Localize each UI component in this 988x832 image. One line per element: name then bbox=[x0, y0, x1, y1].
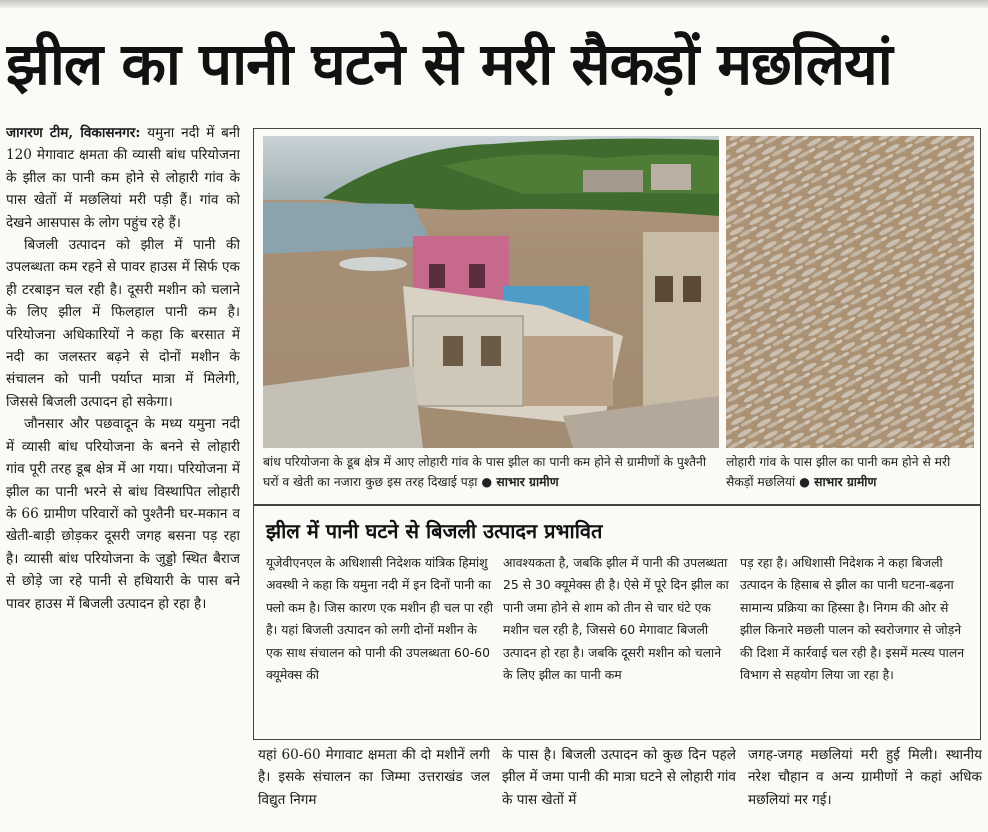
photo-credit-2: ● साभार ग्रामीण bbox=[799, 475, 877, 489]
box-column-2: आवश्यकता है, जबकि झील में पानी की उपलब्धता 25 से 30 क्यूमेक्स ही है। ऐसे में पूरे दिन झील का पानी जमा होने से शाम को तीन से चार घंटे एक मशीन चल रही है, जिससे 60 मेगावाट बिजली उत्पादन हो रहा है। जबकि दूसरी मशीन को चलाने के लिए झील का पानी कम bbox=[503, 555, 729, 683]
headline: झील का पानी घटने से मरी सैकड़ों मछलियां bbox=[6, 30, 892, 98]
submerged-village-photo bbox=[263, 136, 719, 448]
caption-1-text: बांध परियोजना के डूब क्षेत्र में आए लोहारी गांव के पास झील का पानी कम होने से ग्रामीणों के पुश्तैनी घरों व खेती का नजारा कुछ इस तरह दिखाई पड़ा bbox=[263, 455, 707, 489]
lead-p1-text: यमुना नदी में बनी 120 मेगावाट क्षमता की व्यासी बांध परियोजना के झील का पानी कम होने से लोहारी गांव के पास खेतों में मछलियां मरी पड़ी हैं। गांव को देखने आसपास के लोग पहुंच रहे हैं। bbox=[6, 125, 240, 231]
box-subheading: झील में पानी घटने से बिजली उत्पादन प्रभावित bbox=[266, 519, 603, 543]
lead-paragraph-1 bbox=[6, 122, 240, 234]
caption-2-text: लोहारी गांव के पास झील का पानी कम होने से मरी सैकड़ों मछलियां bbox=[726, 455, 951, 489]
dead-fish-photo bbox=[726, 136, 974, 448]
photo-credit-1: ● साभार ग्रामीण bbox=[481, 475, 559, 489]
photo-caption-1 bbox=[263, 452, 719, 494]
box-column-1: यूजेवीएनएल के अधिशासी निदेशक यांत्रिक हिमांशु अवस्थी ने कहा कि यमुना नदी में इन दिनों पानी का फ्लो कम है। जिस कारण एक मशीन ही चल पा रही है। यहां बिजली उत्पादन को लगी दोनों मशीन के एक साथ संचालन को पानी की उपलब्धता 60-60 क्यूमेक्स की bbox=[266, 555, 493, 683]
box-column-3: पड़ रहा है। अधिशासी निदेशक ने कहा बिजली उत्पादन के हिसाब से झील का पानी घटना-बढ़ना सामान्य प्रक्रिया का हिस्सा है। निगम की ओर से झील किनारे मछली पालन को स्वरोजगार से जोड़ने की दिशा में कार्रवाई चल रही है। इसमें मत्स्य पालन विभाग से सहयोग लिया जा रहा है। bbox=[740, 555, 965, 683]
lead-paragraph-3: जौनसार और पछवादून के मध्य यमुना नदी में व्यासी बांध परियोजना के बनने से लोहारी गांव पूरी तरह डूब क्षेत्र में आ गया। परियोजना में झील का पानी भरने से बांध विस्थापित लोहारी के 66 ग्रामीण परिवारों को पुश्तैनी घर-मकान व खेती-बाड़ी छोड़कर दूसरी जगह बसना पड़ रहा है। व्यासी बांध परियोजना के जुड्डो स्थित बैराज से छोड़े जा रहे पानी से हथियारी के पास बने पावर हाउस में बिजली उत्पादन हो रहा है। bbox=[6, 416, 240, 612]
photo-caption-2 bbox=[726, 452, 974, 494]
bottom-column-2: के पास है। बिजली उत्पादन को कुछ दिन पहले झील में जमा पानी की मात्रा घटने से लोहारी गांव के पास खेतों में bbox=[502, 747, 736, 808]
fish-photo-illustration bbox=[726, 136, 974, 448]
bottom-column-1: यहां 60-60 मेगावाट क्षमता की दो मशीनें लगी है। इसके संचालन का जिम्मा उत्तराखंड जल विद्युत निगम bbox=[258, 747, 490, 808]
box-divider bbox=[254, 504, 980, 506]
dateline: जागरण टीम, विकासनगर: bbox=[6, 125, 141, 141]
village-photo-illustration bbox=[263, 136, 719, 448]
previous-page-edge bbox=[0, 0, 988, 8]
lead-article-column bbox=[6, 122, 240, 822]
lead-paragraph-2: बिजली उत्पादन को झील में पानी की उपलब्धता कम रहने से पावर हाउस में सिर्फ एक ही टरबाइन चल रही है। दूसरी मशीन को चलाने के लिए झील में फिलहाल पानी कम है। परियोजना अधिकारियों ने कहा कि बरसात में नदी का जलस्तर बढ़ने से दोनों मशीन के संचालन को पानी पर्याप्त मात्रा में मिलेगी, जिससे बिजली उत्पादन हो सकेगा। bbox=[6, 237, 240, 410]
bottom-column-3: जगह-जगह मछलियां मरी हुई मिली। स्थानीय नरेश चौहान व अन्य ग्रामीणों ने कहां अधिक मछलियां मर गई। bbox=[748, 747, 982, 808]
